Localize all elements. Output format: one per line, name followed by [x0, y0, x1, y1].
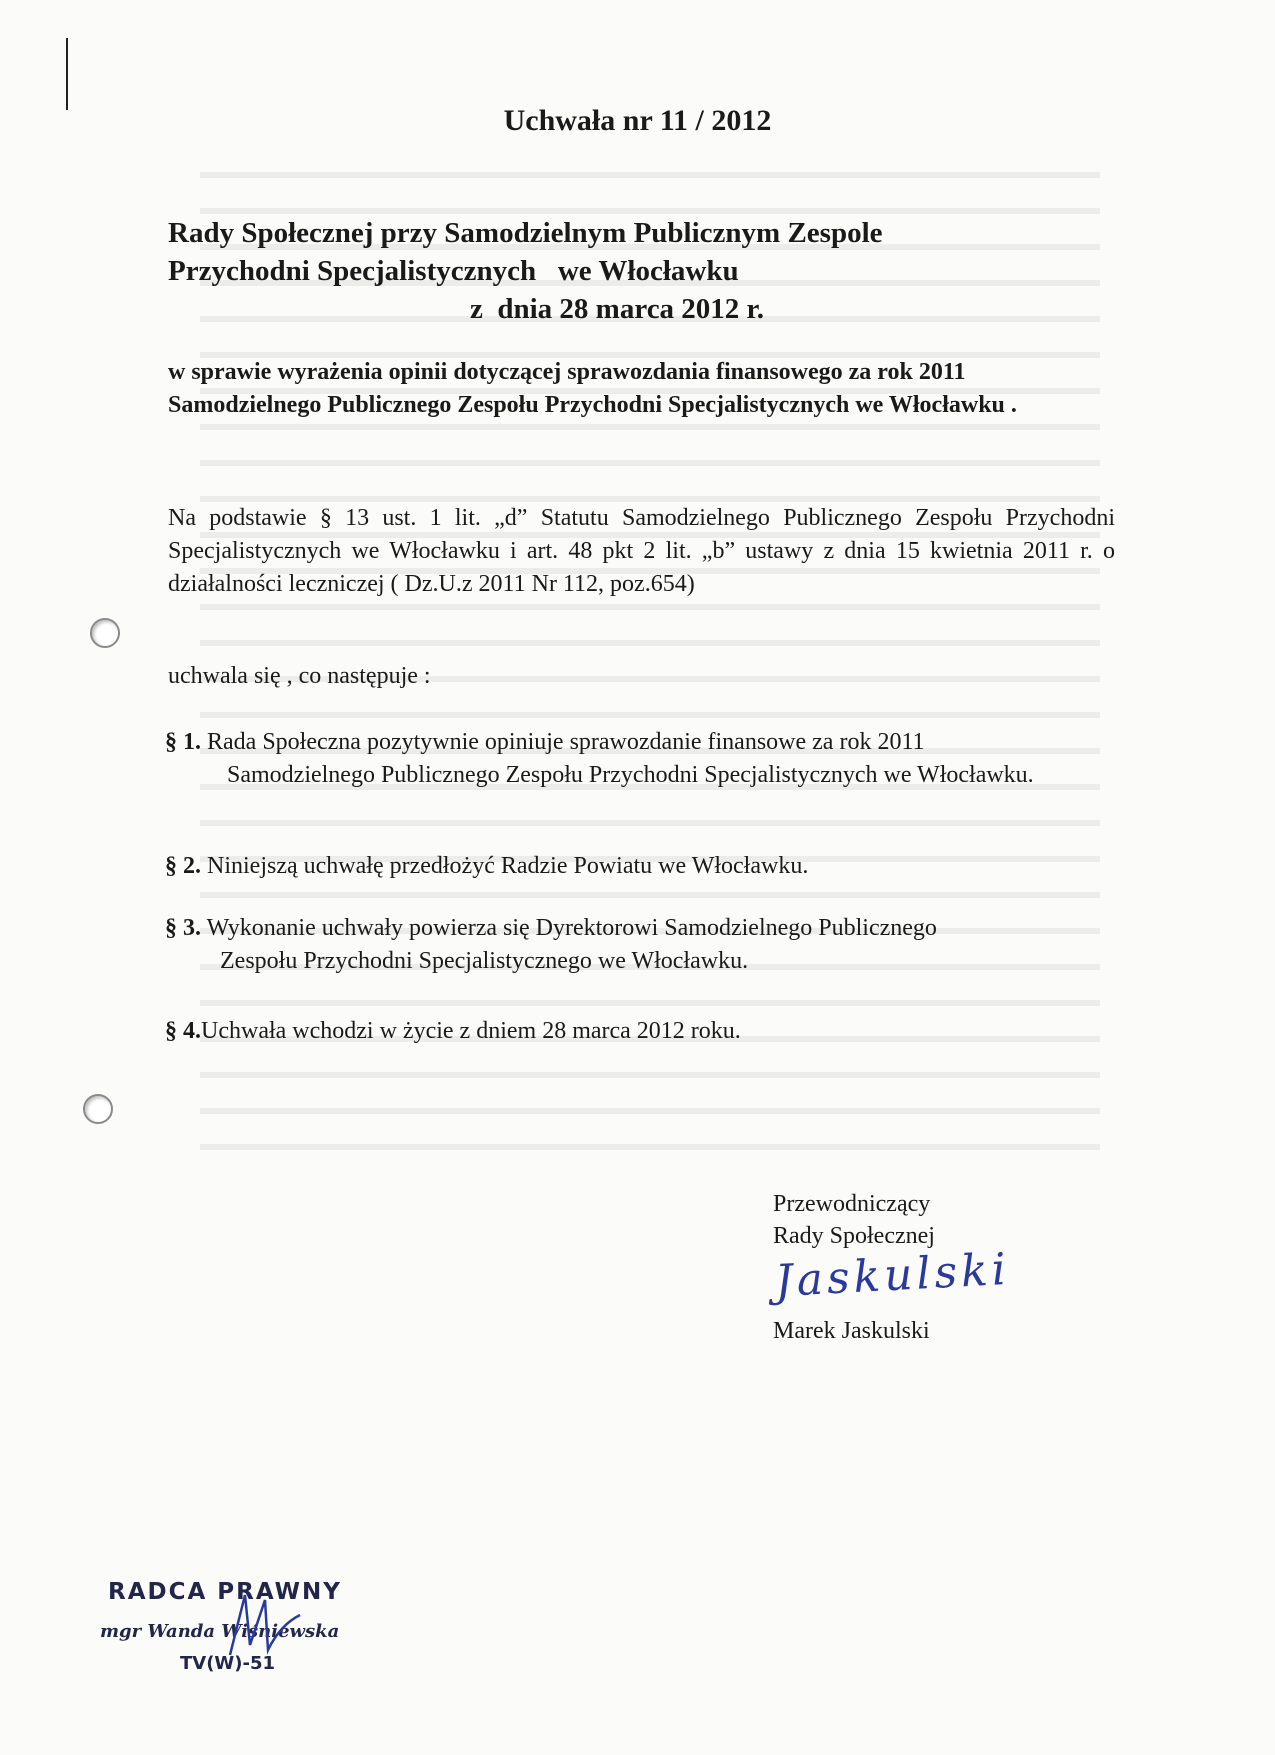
council-name: [168, 214, 883, 290]
resolution-title: Uchwała nr 11 / 2012: [503, 104, 772, 137]
section-number: § 3.: [165, 915, 201, 941]
signatory-name: Marek Jaskulski: [773, 1318, 930, 1344]
punch-hole: [83, 1094, 113, 1124]
resolves-clause: uchwala się , co następuje :: [168, 663, 431, 689]
section-3: [165, 912, 1120, 978]
handwritten-signature: Jaskulski: [773, 1243, 1012, 1308]
signatory-role: [773, 1188, 935, 1252]
section-4: [165, 1015, 1120, 1048]
section-number: § 1.: [165, 729, 201, 755]
council-name-line-1: Rady Społecznej przy Samodzielnym Publicznym Zespole: [168, 217, 883, 249]
section-2: [165, 850, 1120, 883]
section-number: § 2.: [165, 853, 201, 879]
section-1: [165, 726, 1120, 792]
section-text-continued: Samodzielnego Publicznego Zespołu Przychodni Specjalistycznych we Włocławku.: [227, 762, 1034, 788]
stamp-name: mgr Wanda Wiśniewska: [100, 1621, 340, 1642]
legal-advisor-stamp: [100, 1575, 380, 1685]
resolution-date: z dnia 28 marca 2012 r.: [470, 293, 765, 325]
stamp-signature-icon: [210, 1585, 320, 1665]
stamp-number: TV(W)-51: [180, 1653, 276, 1674]
margin-mark: [66, 38, 68, 110]
signatory-role-line-2: Rady Społecznej: [773, 1223, 935, 1249]
punch-hole: [90, 618, 120, 648]
section-text: Uchwała wchodzi w życie z dniem 28 marca 2012 roku.: [201, 1018, 741, 1044]
council-name-line-2: Przychodni Specjalistycznych we Włocławku: [168, 255, 739, 287]
section-number: § 4.: [165, 1018, 201, 1044]
section-text: Wykonanie uchwały powierza się Dyrektorowi Samodzielnego Publicznego: [201, 915, 937, 941]
section-text: Rada Społeczna pozytywnie opiniuje sprawozdanie finansowe za rok 2011: [201, 729, 925, 755]
legal-basis: Na podstawie § 13 ust. 1 lit. „d” Statutu Samodzielnego Publicznego Zespołu Przychodni Specjalistycznych we Włocławku i art. 48 pkt 2 lit. „b” ustawy z dnia 15 kwietnia 2011 r. o działalności leczniczej ( Dz.U.z 2011 Nr 112, poz.654): [168, 505, 1115, 597]
section-text-continued: Zespołu Przychodni Specjalistycznego we Włocławku.: [220, 948, 749, 974]
resolution-subject: w sprawie wyrażenia opinii dotyczącej sprawozdania finansowego za rok 2011 Samodzielnego Publicznego Zespołu Przychodni Specjalistycznych we Włocławku .: [168, 359, 1017, 418]
signatory-role-line-1: Przewodniczący: [773, 1191, 931, 1217]
section-text: Niniejszą uchwałę przedłożyć Radzie Powiatu we Włocławku.: [201, 853, 809, 879]
stamp-title: RADCA PRAWNY: [108, 1579, 342, 1605]
